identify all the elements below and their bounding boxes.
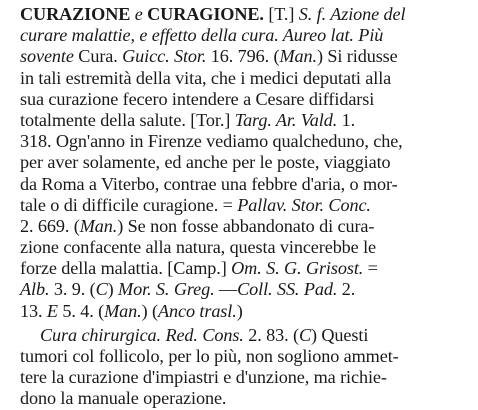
text-segment: zione confacente alla natura, questa vincerebbe le (20, 237, 377, 258)
text-segment: tere la curazione d'impiastri e d'unzione, ma richie- (20, 367, 387, 388)
italic-text: Alb. (20, 279, 50, 300)
italic-text: Mor. S. Greg. (118, 279, 215, 300)
text-segment: = (363, 258, 378, 279)
text-line (20, 237, 470, 258)
italic-text: Targ. Ar. Vald. (234, 109, 338, 130)
italic-text: Guicc. Stor. (122, 46, 207, 67)
text-segment: dono la manuale operazione. (20, 388, 227, 409)
italic-text: Man. (104, 300, 142, 321)
text-line (20, 174, 470, 195)
italic-text: S. f. Azione del (298, 4, 406, 24)
text-line (20, 388, 470, 409)
text-segment: sua curazione fecero intendere a Cesare diffidarsi (20, 88, 375, 109)
text-line (20, 258, 470, 279)
italic-text: Man. (79, 215, 118, 236)
text-line (20, 131, 470, 152)
text-segment: ) (236, 300, 243, 321)
text-segment: totalmente della salute. [Tor.] (20, 109, 235, 130)
text-segment: forze della malattia. [Camp.] (20, 258, 232, 279)
italic-text: C (95, 279, 108, 300)
headword: CURAZIONE (20, 4, 131, 24)
text-segment: [T.] (263, 4, 299, 24)
text-line (20, 152, 470, 173)
text-line (20, 195, 470, 216)
italic-text: curare malattie, e effetto della cura. Aureo lat. Più (20, 25, 384, 46)
text-line (20, 46, 470, 67)
italic-text: Cura chirurgica. Red. Cons. (40, 324, 244, 345)
text-segment: 3. 9. ( (49, 279, 96, 300)
text-line (20, 325, 470, 346)
italic-text: sovente (20, 46, 74, 67)
text-line (20, 68, 470, 89)
italic-text: Coll. SS. Pad. (237, 279, 338, 300)
italic-text: e (130, 4, 148, 24)
text-line (20, 216, 470, 237)
text-segment: 16. 796. ( (206, 46, 280, 67)
text-segment: ) Se non fosse abbandonato di cura- (117, 215, 375, 236)
text-line (20, 346, 470, 367)
text-line (20, 4, 470, 25)
italic-text: Anco trasl. (157, 300, 237, 321)
text-line (20, 89, 470, 110)
text-line (20, 301, 470, 322)
text-segment: ) Si ridusse (316, 46, 398, 67)
text-line (20, 25, 470, 46)
text-segment: 2. (337, 279, 356, 300)
italic-text: Man. (279, 46, 317, 67)
italic-text: Pallav. Stor. Conc. (237, 194, 371, 215)
text-segment: per aver solamente, ed anche per le poste, viaggiato (20, 152, 391, 173)
text-line (20, 279, 470, 300)
italic-text: E (46, 300, 58, 321)
text-segment: Cura. (73, 46, 123, 67)
text-line (20, 367, 470, 388)
text-segment: 2. 83. ( (243, 324, 299, 345)
text-segment: 1. (337, 109, 356, 130)
text-segment: ) (107, 279, 119, 300)
text-segment: ) ( (141, 300, 158, 321)
text-segment: 5. 4. ( (57, 300, 105, 321)
entry-body (20, 4, 470, 410)
italic-text: Om. S. G. Grisost. (231, 258, 364, 279)
text-segment: 13. (20, 300, 47, 321)
text-segment: — (214, 279, 238, 300)
text-segment: 318. Ogn'anno in Firenze vediamo qualcheduno, che, (20, 131, 403, 152)
text-segment: da Roma a Viterbo, contrae una febbre d'aria, o mor- (20, 173, 398, 194)
text-segment: tale o di difficile curagione. = (20, 194, 238, 215)
text-segment: tumori col follicolo, per lo più, non sogliono ammet- (20, 346, 399, 366)
text-line (20, 110, 470, 131)
headword: CURAGIONE. (147, 4, 264, 24)
text-segment: ) Questi (310, 324, 369, 345)
text-segment: 2. 669. ( (20, 215, 80, 236)
italic-text: C (298, 324, 311, 345)
text-segment: in tali estremità della vita, che i medici deputati alla (20, 67, 392, 88)
